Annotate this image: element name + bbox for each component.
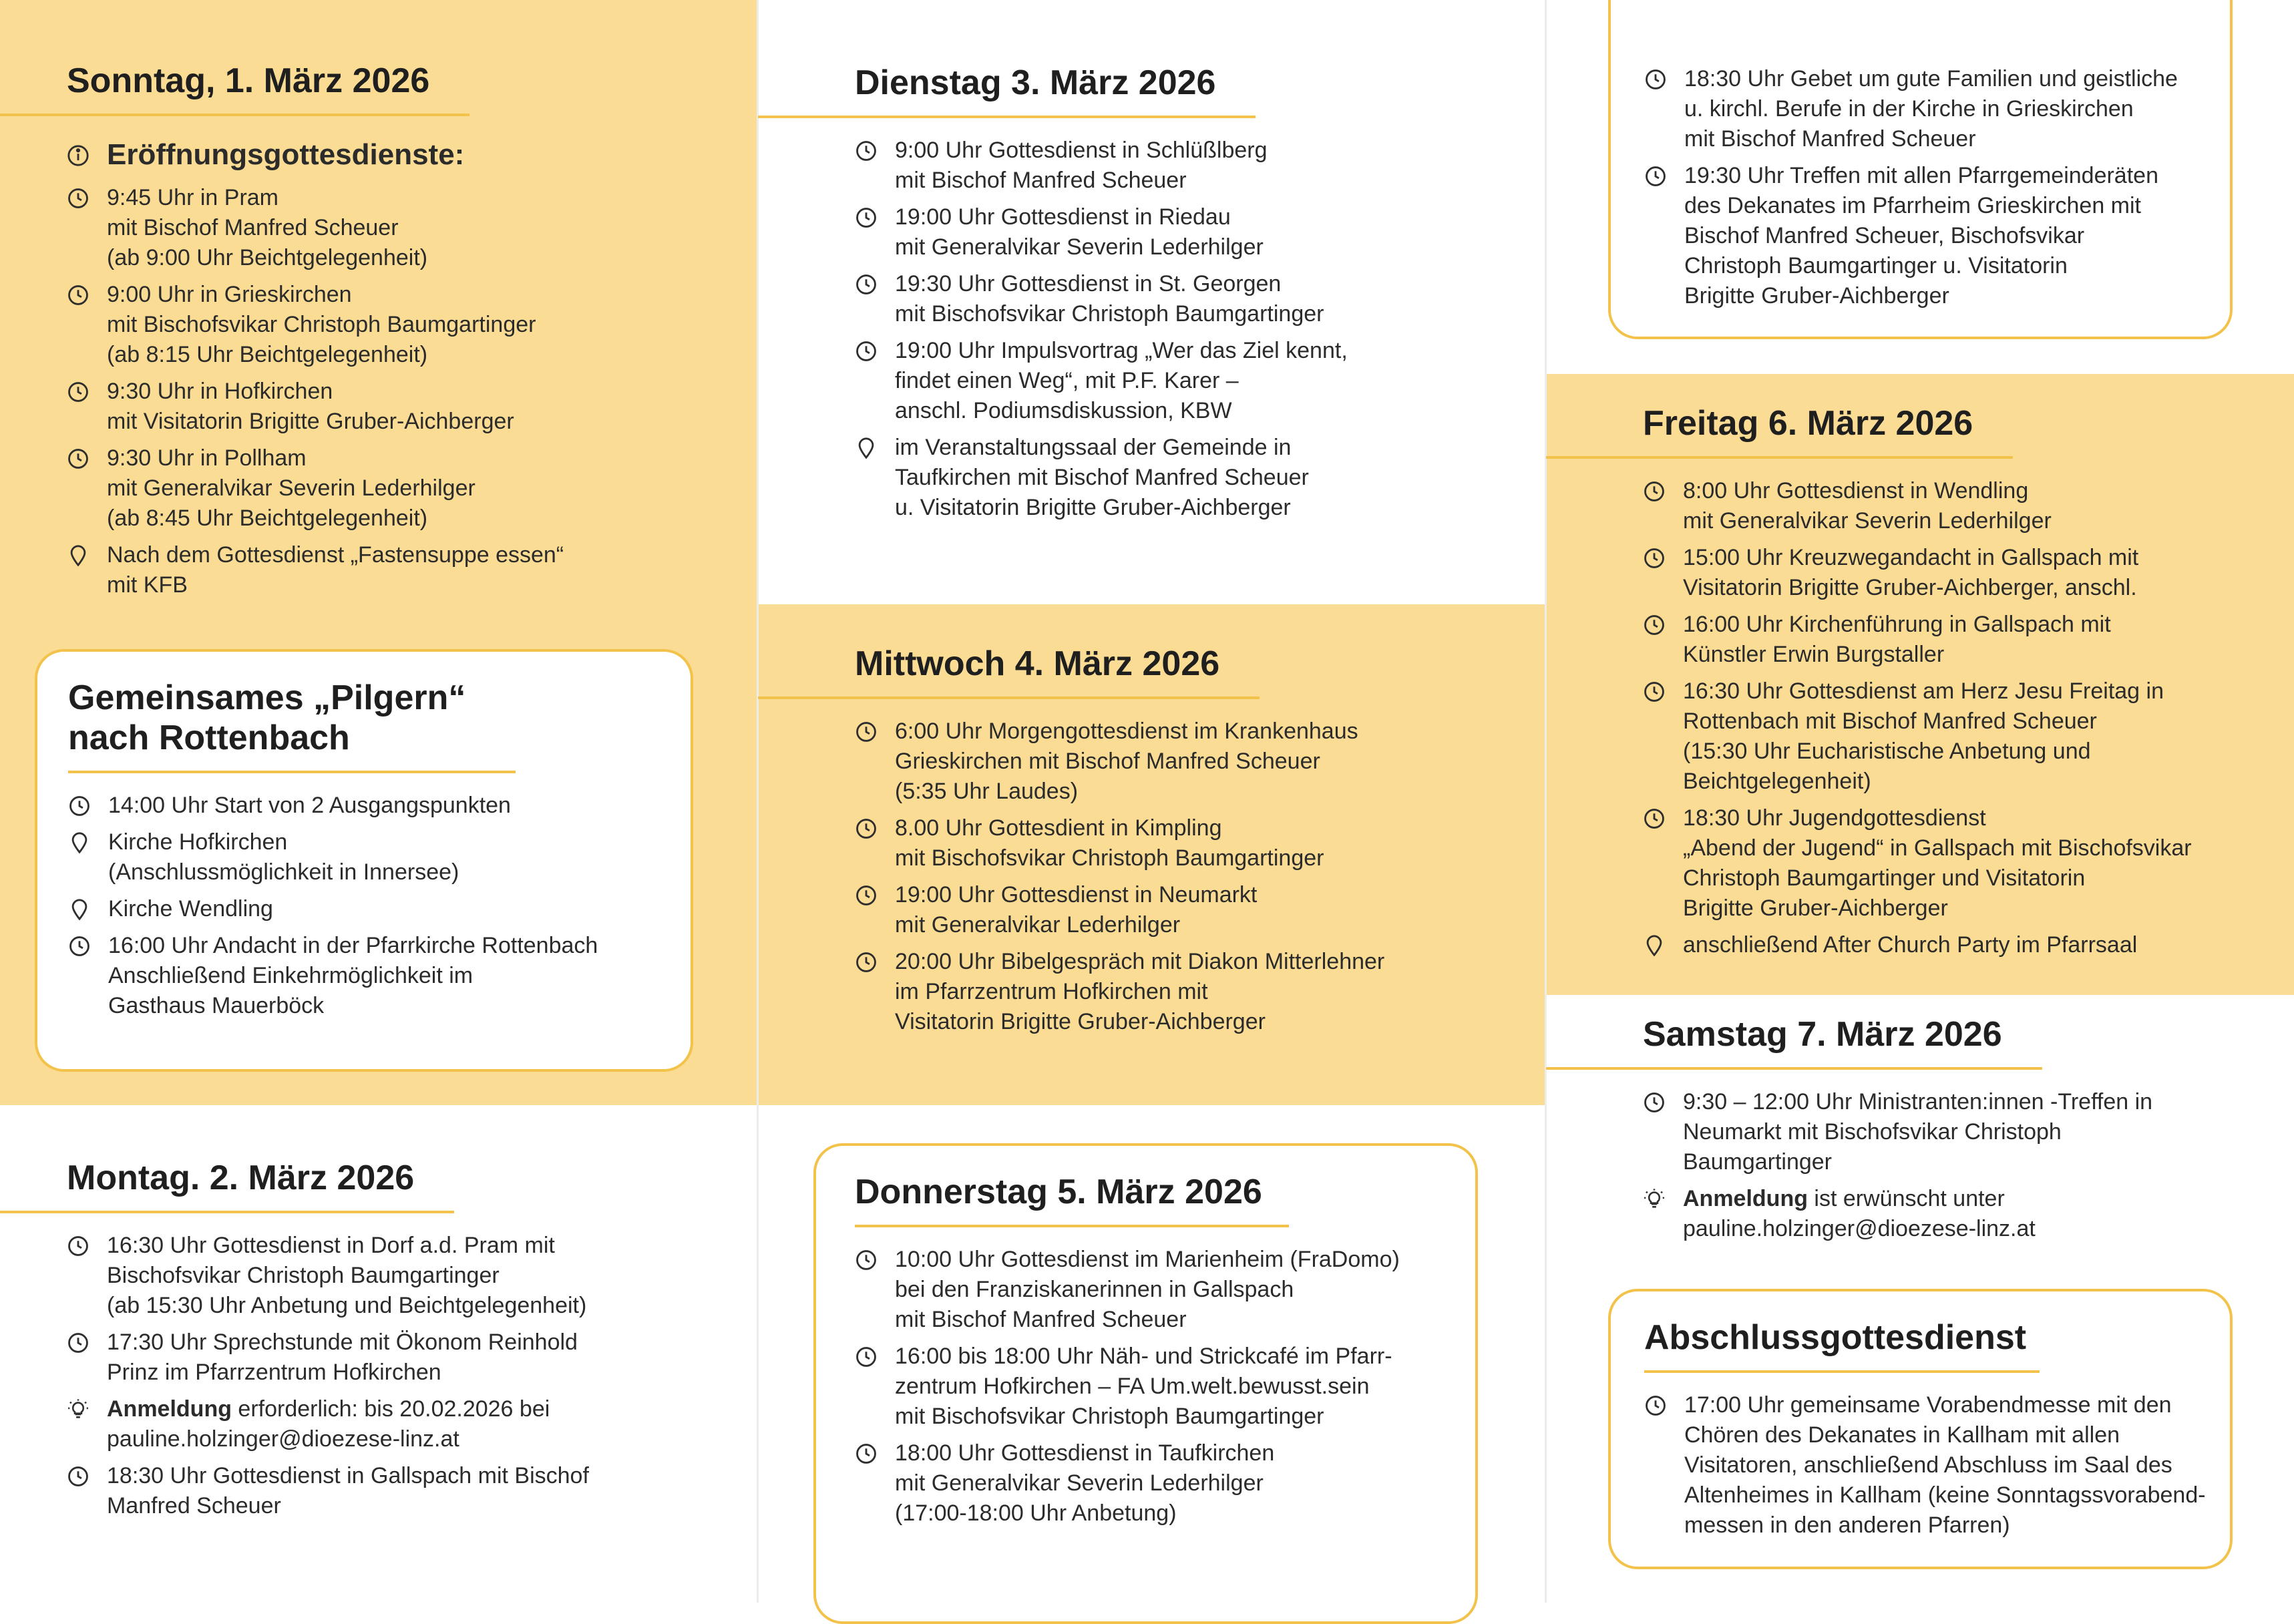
clock-icon — [855, 140, 878, 162]
entry-text: ist erwünscht unter — [1807, 1185, 2005, 1211]
day-title: Sonntag, 1. März 2026 — [0, 61, 469, 116]
entry-line: 18:30 Uhr Gottesdienst in Gallspach mit Bischof — [107, 1462, 589, 1488]
clock-icon — [1643, 614, 1666, 636]
entry-line: u. Visitatorin Brigitte Gruber-Aichberger — [895, 494, 1291, 520]
list-item — [67, 1394, 735, 1454]
entry-line: mit Generalvikar Severin Lederhilger — [895, 1470, 1264, 1496]
section-thursday-continued — [1644, 64, 2225, 318]
list-item — [68, 791, 669, 821]
list-item — [855, 269, 1529, 329]
clock-icon — [67, 187, 89, 210]
entry-line: mit Bischof Manfred Scheuer — [1684, 126, 1976, 152]
entry-line: (5:35 Uhr Laudes) — [895, 778, 1079, 804]
lightbulb-icon — [1643, 1188, 1666, 1211]
clock-icon — [67, 284, 89, 307]
box-title — [68, 678, 516, 773]
list-item — [67, 377, 735, 437]
entry-line: anschließend After Church Party im Pfarrsaal — [1683, 932, 2138, 958]
list-item — [1643, 610, 2284, 670]
lightbulb-icon — [67, 1398, 89, 1421]
entry-line: mit Visitatorin Brigitte Gruber-Aichberger — [107, 408, 514, 434]
clock-icon — [855, 721, 878, 743]
fold-line-left — [757, 0, 759, 1603]
entry-line: 18:00 Uhr Gottesdienst in Taufkirchen — [895, 1440, 1275, 1466]
section-thursday — [855, 1173, 1469, 1535]
clock-icon — [1643, 807, 1666, 830]
list-item — [1644, 1390, 2225, 1541]
entry-line: mit Bischof Manfred Scheuer — [107, 214, 399, 240]
entry-list — [1643, 476, 2284, 960]
box-title-line1: Gemeinsames „Pilgern“ — [68, 678, 466, 717]
entry-line: Bischof Manfred Scheuer, Bischofsvikar — [1684, 223, 2085, 248]
location-pin-icon — [855, 437, 878, 459]
clock-icon — [855, 817, 878, 840]
list-item — [68, 931, 669, 1021]
entry-line: (Anschlussmöglichkeit in Innersee) — [108, 859, 459, 885]
list-item — [855, 717, 1529, 807]
entry-line: 16:00 Uhr Kirchenführung in Gallspach mit — [1683, 611, 2111, 637]
subhead-row — [67, 136, 735, 174]
entry-list — [855, 717, 1529, 1037]
entry-line: Rottenbach mit Bischof Manfred Scheuer — [1683, 708, 2097, 734]
entry-line: 8:00 Uhr Gottesdienst in Wendling — [1683, 477, 2029, 503]
entry-line: mit Bischofsvikar Christoph Baumgartinger — [107, 311, 536, 337]
entry-line: zentrum Hofkirchen – FA Um.welt.bewusst.sein — [895, 1373, 1370, 1399]
clock-icon — [1643, 680, 1666, 703]
entry-line: 16:00 Uhr Andacht in der Pfarrkirche Rottenbach — [108, 932, 598, 958]
entry-line: u. kirchl. Berufe in der Kirche in Grieskirchen — [1684, 96, 2134, 122]
entry-line: Kirche Wendling — [108, 895, 273, 922]
location-pin-icon — [68, 831, 91, 854]
subhead: Eröffnungsgottesdienste: — [107, 138, 465, 171]
entry-line: anschl. Podiumsdiskussion, KBW — [895, 397, 1232, 423]
section-closing — [1644, 1318, 2225, 1547]
clock-icon — [855, 884, 878, 907]
clock-icon — [1644, 165, 1667, 188]
entry-line: Visitatoren, anschließend Abschluss im Saal des — [1684, 1452, 2172, 1478]
list-item — [855, 1438, 1469, 1529]
clock-icon — [68, 935, 91, 958]
entry-line: 10:00 Uhr Gottesdienst im Marienheim (FraDomo) — [895, 1246, 1400, 1272]
entry-line: Manfred Scheuer — [107, 1492, 281, 1518]
list-item — [67, 1461, 735, 1521]
list-item — [855, 433, 1529, 523]
list-item — [855, 813, 1529, 873]
list-item — [67, 183, 735, 273]
section-friday — [1643, 404, 2284, 967]
entry-line: Brigitte Gruber-Aichberger — [1683, 895, 1948, 921]
day-title: Freitag 6. März 2026 — [1546, 404, 2013, 459]
entry-line: (17:00-18:00 Uhr Anbetung) — [895, 1500, 1177, 1526]
entry-line: 16:00 bis 18:00 Uhr Näh- und Strickcafé im Pfarr- — [895, 1343, 1392, 1369]
entry-line: mit Bischofsvikar Christoph Baumgartinger — [895, 1403, 1324, 1429]
clock-icon — [1644, 1394, 1667, 1417]
entry-line — [107, 1394, 735, 1424]
entry-line: pauline.holzinger@dioezese-linz.at — [107, 1426, 459, 1452]
entry-list — [67, 183, 735, 600]
list-item — [1643, 803, 2284, 924]
entry-list — [855, 136, 1529, 523]
thursday-box — [813, 1143, 1478, 1624]
entry-line: 19:30 Uhr Gottesdienst in St. Georgen — [895, 270, 1282, 296]
entry-line: Visitatorin Brigitte Gruber-Aichberger, anschl. — [1683, 574, 2137, 600]
list-item — [1643, 676, 2284, 797]
entry-list — [1644, 64, 2225, 311]
entry-line: (ab 8:15 Uhr Beichtgelegenheit) — [107, 341, 428, 367]
entry-line: mit Generalvikar Severin Lederhilger — [895, 234, 1264, 260]
list-item — [67, 540, 735, 600]
entry-list — [1643, 1087, 2284, 1244]
entry-line: 18:30 Uhr Gebet um gute Familien und geistliche — [1684, 66, 2178, 91]
list-item — [855, 1245, 1469, 1335]
clock-icon — [855, 273, 878, 296]
day-title: Montag. 2. März 2026 — [0, 1159, 454, 1213]
entry-line: Visitatorin Brigitte Gruber-Aichberger — [895, 1008, 1266, 1034]
clock-icon — [855, 951, 878, 974]
list-item — [855, 202, 1529, 262]
entry-line: pauline.holzinger@dioezese-linz.at — [1683, 1215, 2036, 1241]
list-item — [855, 336, 1529, 426]
entry-line: 17:00 Uhr gemeinsame Vorabendmesse mit den — [1684, 1392, 2172, 1418]
entry-line: im Pfarrzentrum Hofkirchen mit — [895, 978, 1208, 1004]
entry-line: Bischofsvikar Christoph Baumgartinger — [107, 1262, 500, 1288]
entry-line: 9:00 Uhr Gottesdienst in Schlüßlberg — [895, 137, 1268, 163]
clock-icon — [67, 1465, 89, 1488]
clock-icon — [1643, 1091, 1666, 1114]
entry-line: Christoph Baumgartinger und Visitatorin — [1683, 865, 2086, 891]
list-item — [1643, 543, 2284, 603]
entry-line: 17:30 Uhr Sprechstunde mit Ökonom Reinhold — [107, 1329, 578, 1355]
list-item — [1643, 476, 2284, 536]
section-tuesday — [855, 63, 1529, 530]
list-item — [855, 136, 1529, 196]
fold-line-right — [1545, 0, 1547, 1603]
location-pin-icon — [67, 544, 89, 567]
thursday-continued-box — [1608, 0, 2233, 339]
list-item — [1644, 161, 2225, 311]
section-monday — [67, 1159, 735, 1528]
clock-icon — [855, 206, 878, 229]
entry-line: (15:30 Uhr Eucharistische Anbetung und — [1683, 738, 2091, 764]
entry-text: erforderlich: bis 20.02.2026 bei — [231, 1396, 550, 1422]
list-item — [1643, 930, 2284, 960]
clock-icon — [68, 795, 91, 817]
section-sunday — [67, 61, 735, 607]
entry-line: Beichtgelegenheit) — [1683, 768, 1871, 794]
clock-icon — [67, 447, 89, 470]
list-item — [68, 827, 669, 887]
entry-line: 14:00 Uhr Start von 2 Ausgangspunkten — [108, 792, 511, 818]
entry-line: im Veranstaltungssaal der Gemeinde in — [895, 434, 1292, 460]
entry-line: 8.00 Uhr Gottesdient in Kimpling — [895, 815, 1222, 841]
entry-line: Altenheimes in Kallham (keine Sonntagssvorabend- — [1684, 1482, 2206, 1508]
section-wednesday — [855, 644, 1529, 1044]
day-title: Dienstag 3. März 2026 — [758, 63, 1256, 118]
clock-icon — [855, 1249, 878, 1271]
entry-line: bei den Franziskanerinnen in Gallspach — [895, 1276, 1294, 1302]
entry-line: mit Bischofsvikar Christoph Baumgartinger — [895, 300, 1324, 327]
list-item — [1644, 64, 2225, 154]
list-item — [855, 880, 1529, 940]
entry-line: 16:30 Uhr Gottesdienst in Dorf a.d. Pram mit — [107, 1232, 555, 1258]
entry-line: Grieskirchen mit Bischof Manfred Scheuer — [895, 748, 1320, 774]
entry-list — [855, 1245, 1469, 1529]
clock-icon — [67, 381, 89, 403]
entry-line: mit Generalvikar Severin Lederhilger — [1683, 508, 2052, 534]
entry-line: (ab 8:45 Uhr Beichtgelegenheit) — [107, 505, 428, 531]
box-title-line2: nach Rottenbach — [68, 718, 350, 757]
entry-line: mit Bischofsvikar Christoph Baumgartinger — [895, 845, 1324, 871]
entry-line: 20:00 Uhr Bibelgespräch mit Diakon Mitterlehner — [895, 948, 1385, 974]
list-item — [855, 947, 1529, 1037]
entry-line: Taufkirchen mit Bischof Manfred Scheuer — [895, 464, 1309, 490]
entry-line: Nach dem Gottesdienst „Fastensuppe essen“ — [107, 542, 564, 568]
list-item — [855, 1342, 1469, 1432]
list-item — [67, 1231, 735, 1321]
entry-line — [1683, 1184, 2284, 1214]
day-title: Samstag 7. März 2026 — [1546, 1015, 2042, 1070]
entry-line: mit KFB — [107, 572, 188, 598]
location-pin-icon — [68, 898, 91, 921]
entry-list — [67, 1231, 735, 1521]
entry-line: 9:30 Uhr in Hofkirchen — [107, 378, 333, 404]
entry-line: Anschließend Einkehrmöglichkeit im — [108, 962, 473, 988]
clock-icon — [67, 1235, 89, 1257]
entry-line: Kirche Hofkirchen — [108, 829, 288, 855]
clock-icon — [1644, 68, 1667, 91]
location-pin-icon — [1643, 934, 1666, 957]
entry-line: Gasthaus Mauerböck — [108, 992, 325, 1018]
entry-line: mit Bischof Manfred Scheuer — [895, 1306, 1187, 1332]
entry-line: 18:30 Uhr Jugendgottesdienst — [1683, 805, 1986, 831]
entry-line: 9:30 – 12:00 Uhr Ministranten:innen -Treffen in — [1683, 1088, 2153, 1114]
entry-line: mit Bischof Manfred Scheuer — [895, 167, 1187, 193]
entry-line: Christoph Baumgartinger u. Visitatorin — [1684, 253, 2068, 278]
entry-line: Baumgartinger — [1683, 1149, 1833, 1175]
entry-line: 6:00 Uhr Morgengottesdienst im Krankenhaus — [895, 718, 1358, 744]
entry-line: 19:30 Uhr Treffen mit allen Pfarrgemeinderäten — [1684, 163, 2158, 188]
list-item — [68, 894, 669, 924]
clock-icon — [855, 340, 878, 363]
entry-list — [1644, 1390, 2225, 1541]
entry-line: Neumarkt mit Bischofsvikar Christoph — [1683, 1119, 2062, 1145]
list-item — [67, 1328, 735, 1388]
entry-line: 9:00 Uhr in Grieskirchen — [107, 281, 352, 307]
entry-line: (ab 9:00 Uhr Beichtgelegenheit) — [107, 244, 428, 270]
day-title: Donnerstag 5. März 2026 — [855, 1173, 1289, 1227]
entry-line: Prinz im Pfarrzentrum Hofkirchen — [107, 1359, 441, 1385]
list-item — [67, 280, 735, 370]
day-title: Mittwoch 4. März 2026 — [758, 644, 1260, 699]
clock-icon — [855, 1346, 878, 1368]
entry-line: (ab 15:30 Uhr Anbetung und Beichtgelegenheit) — [107, 1292, 587, 1318]
list-item — [1643, 1184, 2284, 1244]
clock-icon — [855, 1442, 878, 1465]
entry-line: „Abend der Jugend“ in Gallspach mit Bischofsvikar — [1683, 835, 2192, 861]
entry-line: findet einen Weg“, mit P.F. Karer – — [895, 367, 1239, 393]
section-saturday — [1643, 1015, 2284, 1251]
list-item — [67, 443, 735, 534]
box-title: Abschlussgottesdienst — [1644, 1318, 2040, 1373]
list-item — [1643, 1087, 2284, 1177]
entry-line: mit Generalvikar Lederhilger — [895, 911, 1181, 938]
entry-line: des Dekanates im Pfarrheim Grieskirchen mit — [1684, 193, 2142, 218]
entry-line: 9:45 Uhr in Pram — [107, 184, 278, 210]
pilgern-box — [35, 649, 693, 1072]
entry-line: Künstler Erwin Burgstaller — [1683, 641, 1945, 667]
clock-icon — [1643, 480, 1666, 503]
bold-label: Anmeldung — [107, 1396, 232, 1422]
entry-line: messen in den anderen Pfarren) — [1684, 1512, 2010, 1538]
entry-line: 15:00 Uhr Kreuzwegandacht in Gallspach mit — [1683, 544, 2139, 570]
closing-box — [1608, 1289, 2233, 1569]
entry-line: 19:00 Uhr Gottesdienst in Neumarkt — [895, 881, 1258, 907]
entry-line: 19:00 Uhr Gottesdienst in Riedau — [895, 204, 1231, 230]
clock-icon — [67, 1332, 89, 1354]
info-icon — [67, 144, 89, 167]
bold-label: Anmeldung — [1683, 1185, 1808, 1211]
entry-line: mit Generalvikar Severin Lederhilger — [107, 475, 475, 501]
entry-list — [68, 791, 669, 1021]
entry-line: 16:30 Uhr Gottesdienst am Herz Jesu Freitag in — [1683, 678, 2164, 704]
section-pilgern — [68, 678, 669, 1028]
clock-icon — [1643, 547, 1666, 570]
entry-line: Brigitte Gruber-Aichberger — [1684, 283, 1949, 309]
entry-line: 9:30 Uhr in Pollham — [107, 445, 307, 471]
entry-line: 19:00 Uhr Impulsvortrag „Wer das Ziel kennt, — [895, 337, 1348, 363]
entry-line: Chören des Dekanates in Kallham mit allen — [1684, 1422, 2120, 1448]
